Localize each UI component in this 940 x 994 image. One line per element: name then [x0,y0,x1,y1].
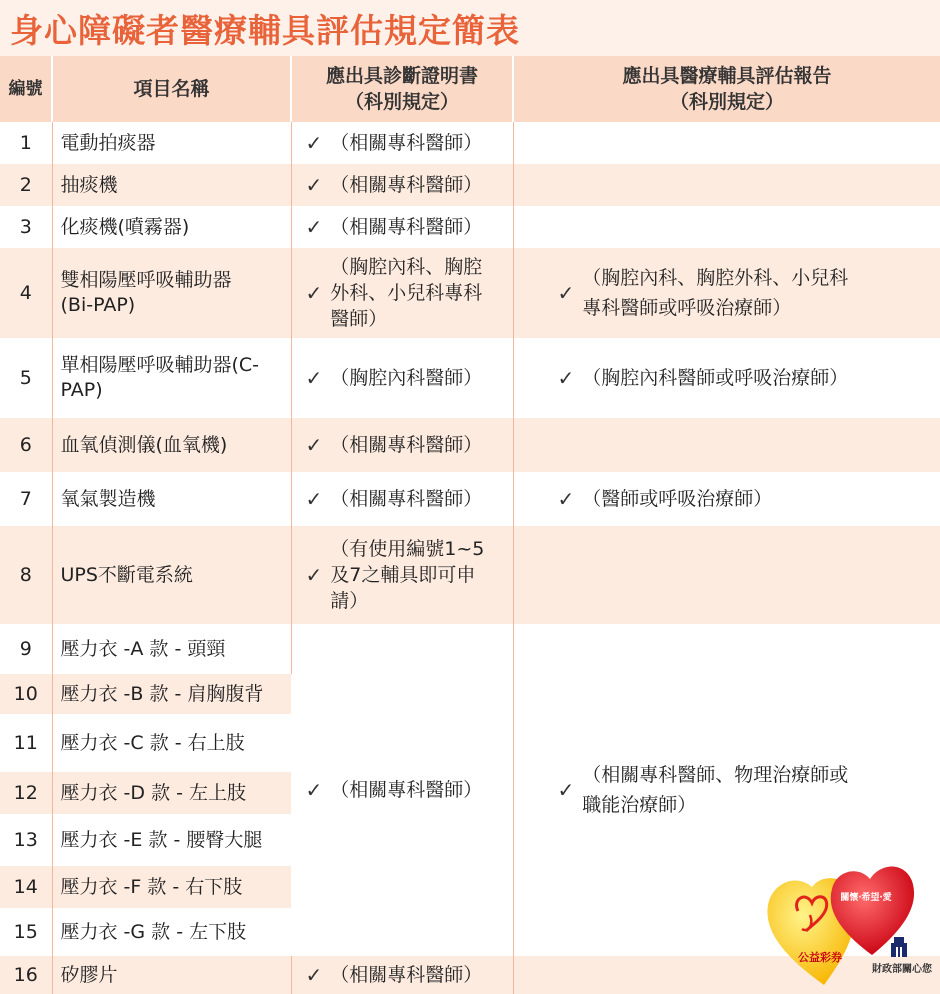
row-no: 3 [0,206,52,248]
cert-text: （有使用編號1~5及7之輔具即可申請） [330,538,485,612]
check-icon: ✓ [305,214,323,239]
row-no: 15 [0,908,52,956]
row-report [513,338,940,418]
check-icon: ✓ [557,777,575,802]
row-cert [291,526,513,624]
table-row [0,164,940,206]
title-bar [0,0,940,56]
row-name: 壓力衣 -B 款 - 肩胸腹背 [52,674,291,714]
row-name [52,248,291,338]
header-cert [291,56,513,122]
row-no: 14 [0,866,52,908]
row-report [513,472,940,526]
header-report-line1: 應出具醫療輔具評估報告 [622,65,832,87]
row-name: 矽膠片 [52,956,291,994]
cert-text: （相關專科醫師） [330,487,483,510]
row-name: 壓力衣 -C 款 - 右上肢 [52,714,291,772]
row-no: 13 [0,814,52,866]
row-name: 血氧偵測儀(血氧機) [52,418,291,472]
row-report [513,122,940,164]
row-cert [291,338,513,418]
report-text: （胸腔內科醫師或呼吸治療師） [582,366,849,389]
header-no: 編號 [0,56,52,122]
table-row [0,472,940,526]
check-icon: ✓ [305,962,323,987]
table-row [0,418,940,472]
ministry-emblem-icon [891,937,907,957]
check-icon: ✓ [557,365,575,390]
row-name: 壓力衣 -A 款 - 頭頸 [52,624,291,674]
check-icon: ✓ [305,130,323,155]
report-text: （相關專科醫師、物理治療師或職能治療師） [582,764,849,816]
row-report [513,418,940,472]
pressure-group-cert [291,624,513,956]
cert-text: （相關專科醫師） [330,215,483,238]
cert-text: （胸腔內科醫師） [330,366,483,389]
check-icon: ✓ [305,172,323,197]
row-no: 11 [0,714,52,772]
row-name: 抽痰機 [52,164,291,206]
row-name: 壓力衣 -D 款 - 左上肢 [52,772,291,814]
row-name [52,338,291,418]
check-icon: ✓ [305,432,323,457]
row-cert [291,248,513,338]
row-no: 16 [0,956,52,994]
table-header-row [0,56,940,122]
row-name: UPS不斷電系統 [52,526,291,624]
cert-text: （相關專科醫師） [330,963,483,986]
row-cert [291,206,513,248]
check-icon: ✓ [305,486,323,511]
report-text: （胸腔內科、胸腔外科、小兒科專科醫師或呼吸治療師） [582,267,849,319]
check-icon: ✓ [305,777,323,802]
row-no: 2 [0,164,52,206]
check-icon: ✓ [305,365,323,390]
check-icon: ✓ [557,280,575,305]
check-icon: ✓ [305,562,323,587]
row-name: 化痰機(噴霧器) [52,206,291,248]
table-row [0,248,940,338]
row-no: 10 [0,674,52,714]
row-name-text: 單相陽壓呼吸輔助器(C-PAP) [60,354,260,401]
cert-text: （相關專科醫師） [330,173,483,196]
row-name: 壓力衣 -F 款 - 右下肢 [52,866,291,908]
header-report [513,56,940,122]
row-no: 9 [0,624,52,674]
header-name: 項目名稱 [52,56,291,122]
logo-caption: 財政部關心您 [872,964,932,975]
page-title: 身心障礙者醫療輔具評估規定簡表 [10,10,520,50]
row-no: 12 [0,772,52,814]
row-name: 電動拍痰器 [52,122,291,164]
row-name-text: 雙相陽壓呼吸輔助器(Bi-PAP) [60,269,232,316]
lottery-text: 公益彩券 [798,951,842,964]
report-text: （醫師或呼吸治療師） [582,487,773,510]
header-report-line2: （科別規定） [669,91,784,113]
row-cert [291,122,513,164]
row-report [513,164,940,206]
row-name: 壓力衣 -E 款 - 腰臀大腿 [52,814,291,866]
header-cert-line1: 應出具診斷證明書 [325,65,478,87]
row-report [513,526,940,624]
row-name: 氧氣製造機 [52,472,291,526]
row-no: 5 [0,338,52,418]
table-row [0,624,940,674]
cert-text: （相關專科醫師） [330,778,483,801]
row-cert [291,472,513,526]
table-row [0,206,940,248]
row-no: 6 [0,418,52,472]
row-report [513,206,940,248]
cert-text: （相關專科醫師） [330,131,483,154]
row-no: 1 [0,122,52,164]
cert-text: （相關專科醫師） [330,433,483,456]
heart-text: 關懷‧希望‧愛 [840,893,892,903]
table-row [0,526,940,624]
row-cert [291,956,513,994]
row-cert [291,418,513,472]
row-name: 壓力衣 -G 款 - 左下肢 [52,908,291,956]
header-cert-line2: （科別規定） [344,91,459,113]
check-icon: ✓ [305,280,323,305]
table-row [0,122,940,164]
row-no: 8 [0,526,52,624]
check-icon: ✓ [557,486,575,511]
row-no: 7 [0,472,52,526]
table-row [0,338,940,418]
cert-text: （胸腔內科、胸腔外科、小兒科專科醫師） [330,256,483,330]
row-report [513,248,940,338]
row-cert [291,164,513,206]
row-no: 4 [0,248,52,338]
